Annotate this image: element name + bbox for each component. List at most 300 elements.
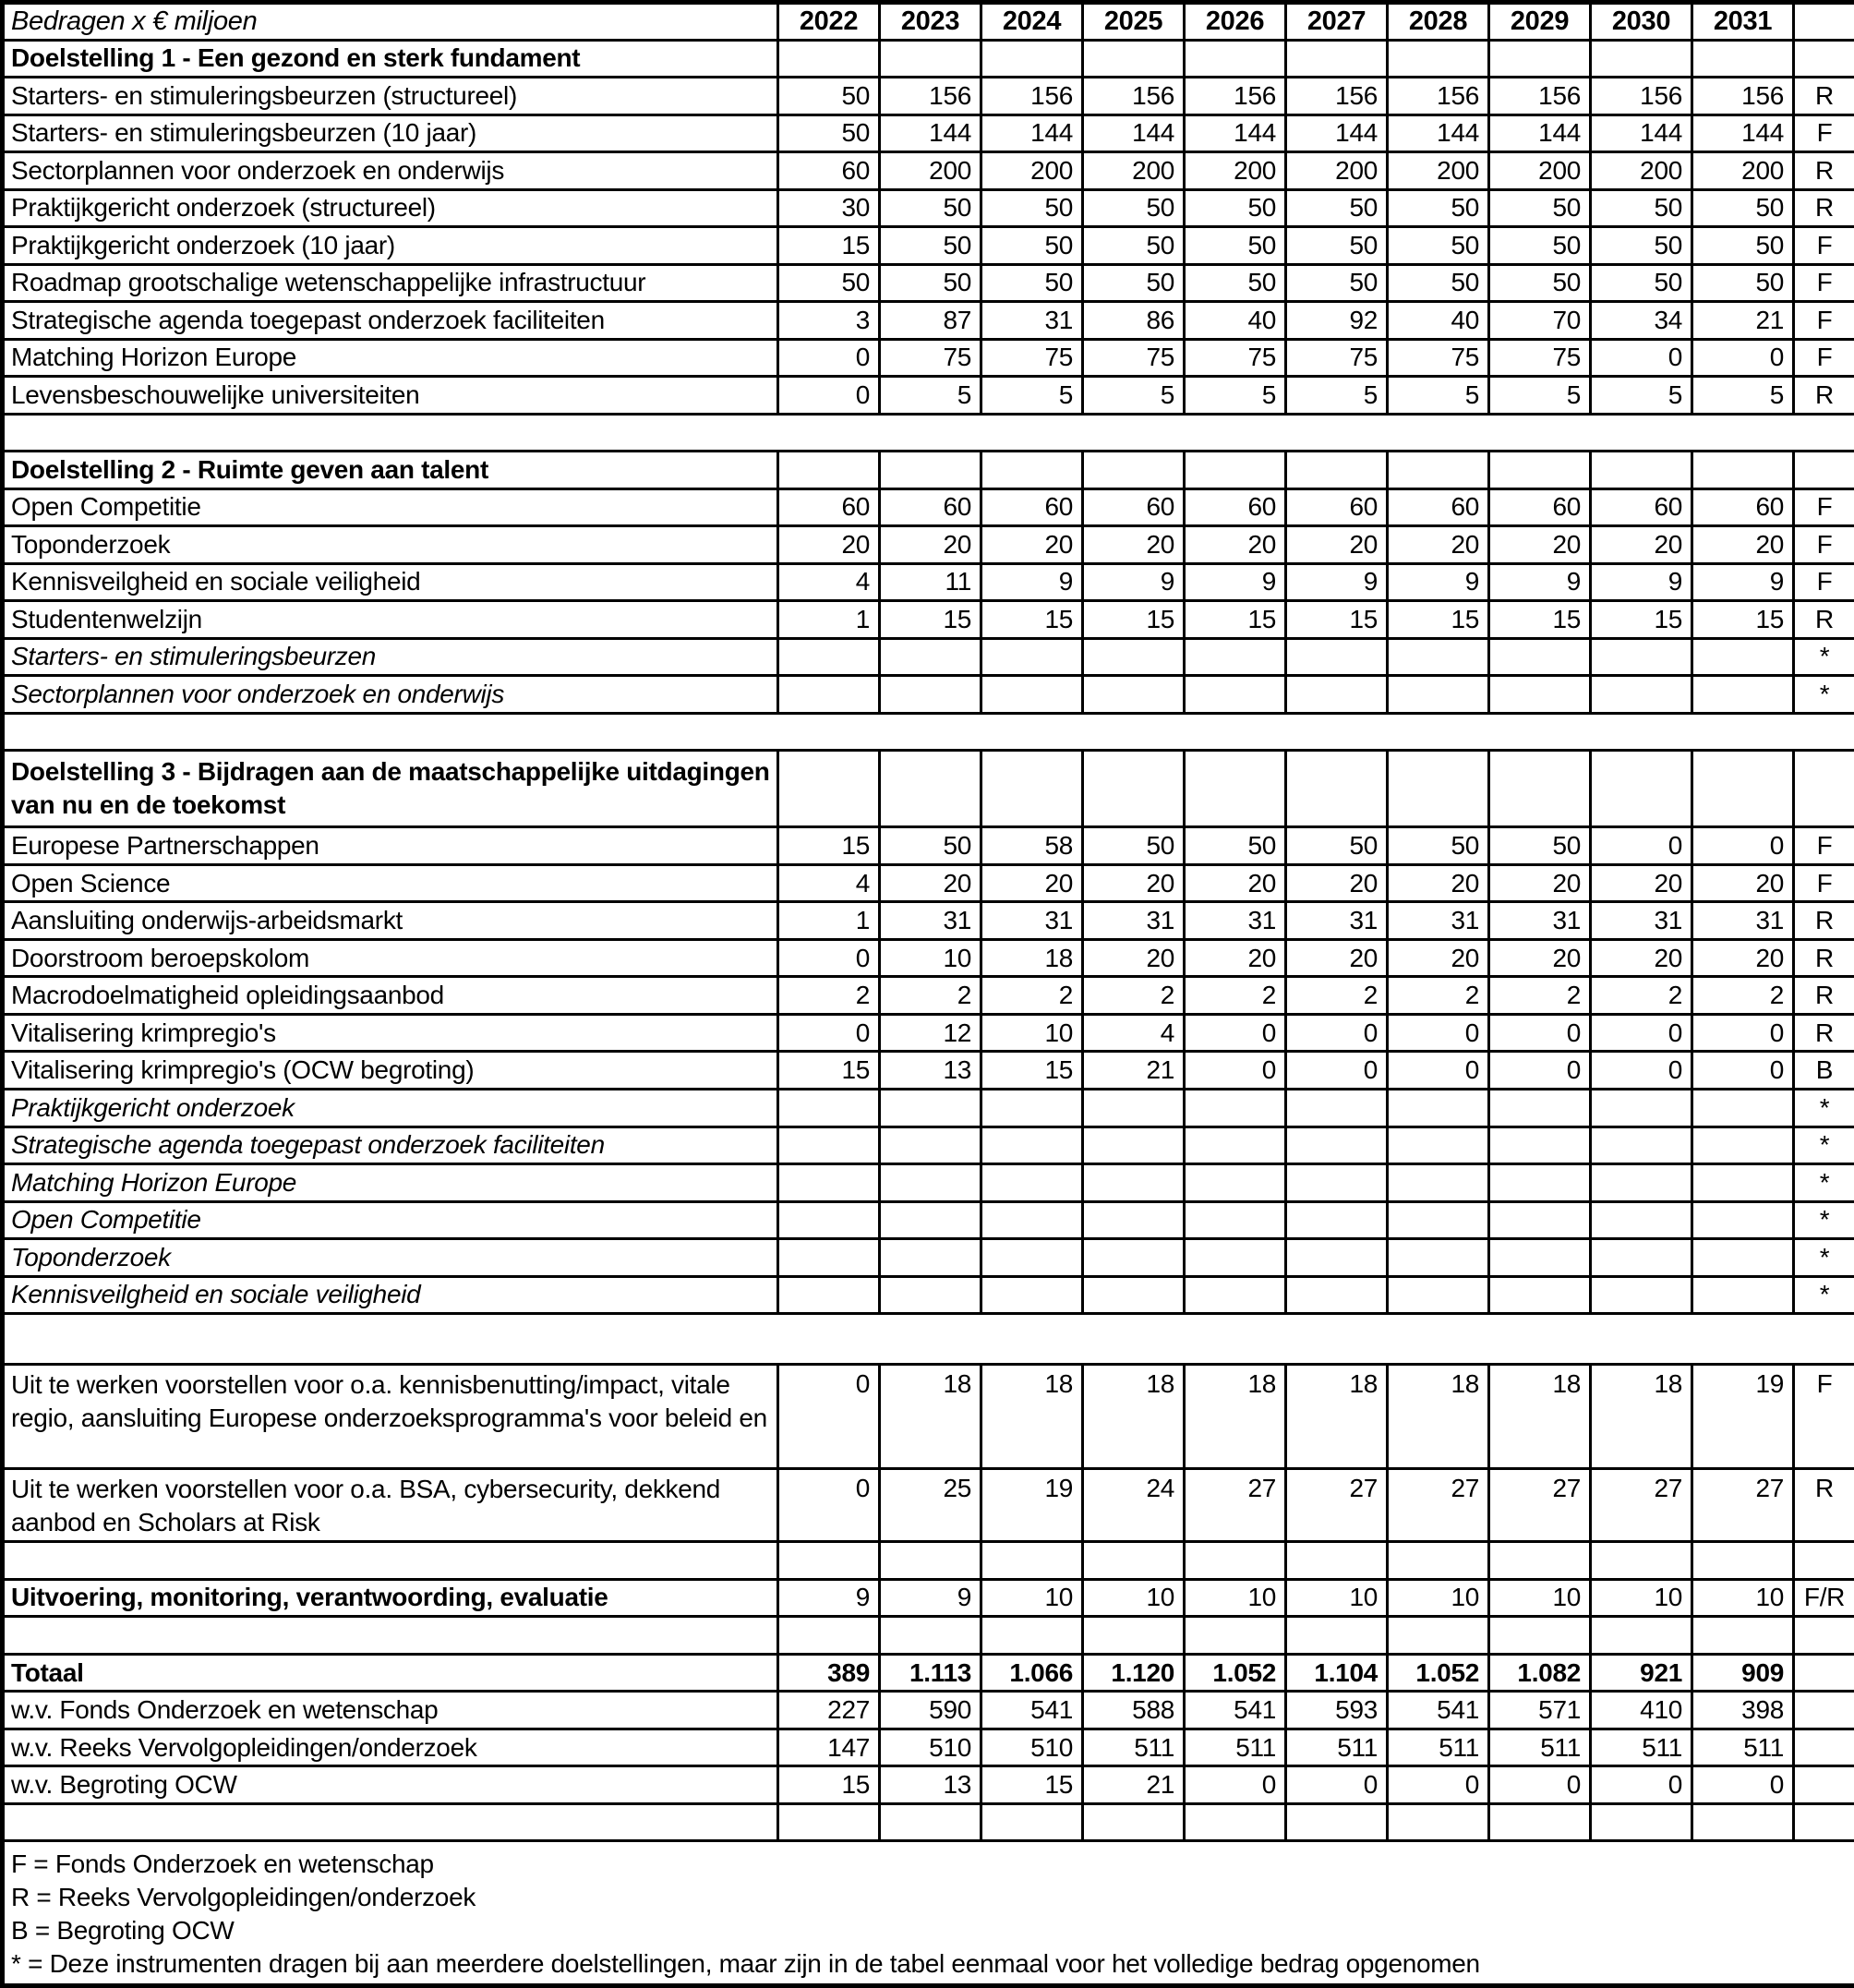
table-row bbox=[3, 227, 1854, 265]
value-cell: 60 bbox=[1591, 488, 1692, 526]
value-cell: 20 bbox=[981, 526, 1083, 564]
value-cell: 0 bbox=[1185, 1014, 1286, 1052]
source-code-cell: F bbox=[1794, 526, 1854, 564]
source-code-cell bbox=[1794, 40, 1854, 78]
spacer-row bbox=[3, 414, 1854, 452]
value-cell: 144 bbox=[1185, 114, 1286, 152]
value-cell: 15 bbox=[981, 1766, 1083, 1804]
value-cell: 31 bbox=[1388, 902, 1489, 940]
value-cell bbox=[1692, 751, 1794, 827]
spacer-cell bbox=[1794, 1617, 1854, 1655]
value-cell: 156 bbox=[1083, 78, 1185, 115]
value-cell: 50 bbox=[981, 227, 1083, 265]
value-cell: 20 bbox=[1489, 526, 1591, 564]
value-cell bbox=[1591, 40, 1692, 78]
value-cell: 12 bbox=[880, 1014, 981, 1052]
value-cell: 3 bbox=[778, 302, 880, 340]
value-cell: 9 bbox=[1286, 563, 1388, 601]
value-cell: 50 bbox=[1388, 264, 1489, 302]
source-code-cell: F/R bbox=[1794, 1579, 1854, 1617]
value-cell: 20 bbox=[1692, 864, 1794, 902]
source-code-cell: R bbox=[1794, 977, 1854, 1015]
value-cell: 144 bbox=[1388, 114, 1489, 152]
value-cell bbox=[1286, 1201, 1388, 1239]
table-row bbox=[3, 152, 1854, 190]
spacer-cell bbox=[981, 1803, 1083, 1841]
value-cell bbox=[1185, 638, 1286, 676]
value-cell bbox=[981, 40, 1083, 78]
table-row bbox=[3, 1090, 1854, 1127]
row-label: Matching Horizon Europe bbox=[3, 1164, 778, 1202]
value-cell bbox=[1185, 1090, 1286, 1127]
value-cell: 15 bbox=[778, 1052, 880, 1090]
value-cell: 31 bbox=[981, 902, 1083, 940]
value-cell: 511 bbox=[1185, 1729, 1286, 1766]
row-label: w.v. Fonds Onderzoek en wetenschap bbox=[3, 1692, 778, 1729]
value-cell bbox=[1388, 676, 1489, 714]
value-cell bbox=[1083, 638, 1185, 676]
spacer-cell bbox=[1489, 1803, 1591, 1841]
value-cell: 20 bbox=[1286, 939, 1388, 977]
value-cell: 31 bbox=[1591, 902, 1692, 940]
value-cell: 21 bbox=[1692, 302, 1794, 340]
value-cell: 9 bbox=[1591, 563, 1692, 601]
value-cell: 0 bbox=[778, 377, 880, 415]
value-cell: 27 bbox=[1185, 1469, 1286, 1542]
value-cell bbox=[1185, 676, 1286, 714]
value-cell: 9 bbox=[778, 1579, 880, 1617]
value-cell: 156 bbox=[1591, 78, 1692, 115]
value-cell: 144 bbox=[1083, 114, 1185, 152]
value-cell: 50 bbox=[880, 189, 981, 227]
spacer-cell bbox=[1388, 1617, 1489, 1655]
value-cell: 15 bbox=[778, 227, 880, 265]
source-code-cell: * bbox=[1794, 676, 1854, 714]
spacer-cell bbox=[981, 1617, 1083, 1655]
value-cell bbox=[1489, 452, 1591, 489]
value-cell: 156 bbox=[1286, 78, 1388, 115]
row-label: w.v. Begroting OCW bbox=[3, 1766, 778, 1804]
value-cell: 156 bbox=[981, 78, 1083, 115]
value-cell: 50 bbox=[778, 114, 880, 152]
value-cell bbox=[1489, 1239, 1591, 1277]
value-cell bbox=[1286, 638, 1388, 676]
value-cell bbox=[1692, 1090, 1794, 1127]
table-row bbox=[3, 1014, 1854, 1052]
value-cell bbox=[1286, 452, 1388, 489]
source-code-cell: F bbox=[1794, 827, 1854, 865]
value-cell: 60 bbox=[981, 488, 1083, 526]
spacer-cell bbox=[3, 713, 1854, 751]
value-cell: 200 bbox=[1083, 152, 1185, 190]
value-cell: 2 bbox=[981, 977, 1083, 1015]
value-cell: 9 bbox=[1083, 563, 1185, 601]
row-label: Sectorplannen voor onderzoek en onderwijs bbox=[3, 152, 778, 190]
value-cell: 20 bbox=[880, 864, 981, 902]
value-cell: 0 bbox=[1489, 1766, 1591, 1804]
value-cell: 18 bbox=[1286, 1364, 1388, 1468]
value-cell: 10 bbox=[1489, 1579, 1591, 1617]
value-cell bbox=[778, 1239, 880, 1277]
spacer-cell bbox=[1185, 1617, 1286, 1655]
row-label: Starters- en stimuleringsbeurzen bbox=[3, 638, 778, 676]
spacer-cell bbox=[1489, 1542, 1591, 1580]
value-cell: 75 bbox=[1388, 339, 1489, 377]
row-label: Strategische agenda toegepast onderzoek faciliteiten bbox=[3, 1127, 778, 1164]
value-cell: 156 bbox=[1185, 78, 1286, 115]
value-cell bbox=[1591, 1276, 1692, 1314]
value-cell: 50 bbox=[1489, 264, 1591, 302]
spacer-cell bbox=[880, 1542, 981, 1580]
value-cell bbox=[880, 676, 981, 714]
value-cell bbox=[880, 1201, 981, 1239]
value-cell: 21 bbox=[1083, 1766, 1185, 1804]
value-cell: 2 bbox=[1083, 977, 1185, 1015]
value-cell: 2 bbox=[1489, 977, 1591, 1015]
value-cell bbox=[1489, 638, 1591, 676]
row-label: Praktijkgericht onderzoek (structureel) bbox=[3, 189, 778, 227]
value-cell: 50 bbox=[1591, 227, 1692, 265]
value-cell bbox=[1083, 1127, 1185, 1164]
row-label: Kennisveilgheid en sociale veiligheid bbox=[3, 1276, 778, 1314]
value-cell: 50 bbox=[1692, 227, 1794, 265]
value-cell: 18 bbox=[1185, 1364, 1286, 1468]
footnote: * = Deze instrumenten dragen bij aan meerdere doelstellingen, maar zijn in de tabel eenmaal voor het volledige bedrag opgenomen bbox=[11, 1949, 1480, 1979]
value-cell bbox=[981, 1239, 1083, 1277]
value-cell: 144 bbox=[1489, 114, 1591, 152]
value-cell bbox=[981, 638, 1083, 676]
value-cell: 2 bbox=[1286, 977, 1388, 1015]
table-row bbox=[3, 939, 1854, 977]
value-cell: 18 bbox=[1591, 1364, 1692, 1468]
value-cell: 18 bbox=[1388, 1364, 1489, 1468]
value-cell: 20 bbox=[778, 526, 880, 564]
value-cell: 144 bbox=[1286, 114, 1388, 152]
value-cell bbox=[880, 1276, 981, 1314]
value-cell: 19 bbox=[981, 1469, 1083, 1542]
value-cell bbox=[1489, 751, 1591, 827]
value-cell: 0 bbox=[778, 339, 880, 377]
value-cell bbox=[778, 1164, 880, 1202]
value-cell: 2 bbox=[1388, 977, 1489, 1015]
value-cell: 0 bbox=[1286, 1052, 1388, 1090]
row-label: Open Competitie bbox=[3, 1201, 778, 1239]
value-cell: 27 bbox=[1692, 1469, 1794, 1542]
value-cell: 10 bbox=[1388, 1579, 1489, 1617]
value-cell bbox=[880, 40, 981, 78]
value-cell: 4 bbox=[1083, 1014, 1185, 1052]
value-cell: 5 bbox=[880, 377, 981, 415]
value-cell bbox=[1591, 1201, 1692, 1239]
section-header-row bbox=[3, 751, 1854, 827]
value-cell bbox=[880, 751, 981, 827]
value-cell: 15 bbox=[1083, 601, 1185, 639]
table-row bbox=[3, 264, 1854, 302]
value-cell bbox=[880, 1127, 981, 1164]
value-cell: 20 bbox=[1591, 939, 1692, 977]
value-cell: 0 bbox=[1388, 1014, 1489, 1052]
value-cell: 75 bbox=[1083, 339, 1185, 377]
table-row bbox=[3, 1364, 1854, 1468]
value-cell: 0 bbox=[778, 1469, 880, 1542]
footnote: R = Reeks Vervolgopleidingen/onderzoek bbox=[11, 1883, 476, 1912]
value-cell bbox=[1185, 1164, 1286, 1202]
value-cell bbox=[778, 1090, 880, 1127]
source-code-cell: F bbox=[1794, 488, 1854, 526]
value-cell: 410 bbox=[1591, 1692, 1692, 1729]
value-cell bbox=[1286, 1164, 1388, 1202]
value-cell: 75 bbox=[1489, 339, 1591, 377]
source-code-cell: R bbox=[1794, 1469, 1854, 1542]
table-row bbox=[3, 1127, 1854, 1164]
row-label: w.v. Reeks Vervolgopleidingen/onderzoek bbox=[3, 1729, 778, 1766]
spacer-cell bbox=[1591, 1803, 1692, 1841]
value-cell: 30 bbox=[778, 189, 880, 227]
value-cell: 20 bbox=[1083, 939, 1185, 977]
table-row bbox=[3, 189, 1854, 227]
value-cell: 31 bbox=[1489, 902, 1591, 940]
row-label: Starters- en stimuleringsbeurzen (structureel) bbox=[3, 78, 778, 115]
value-cell: 541 bbox=[981, 1692, 1083, 1729]
source-code-cell: F bbox=[1794, 339, 1854, 377]
value-cell bbox=[1692, 452, 1794, 489]
value-cell: 9 bbox=[1185, 563, 1286, 601]
table-row bbox=[3, 1276, 1854, 1314]
value-cell bbox=[981, 1127, 1083, 1164]
value-cell: 50 bbox=[1286, 827, 1388, 865]
source-code-cell: * bbox=[1794, 1127, 1854, 1164]
value-cell: 0 bbox=[1692, 339, 1794, 377]
source-code-cell bbox=[1794, 1766, 1854, 1804]
source-code-cell: F bbox=[1794, 864, 1854, 902]
row-label: Vitalisering krimpregio's bbox=[3, 1014, 778, 1052]
value-cell: 0 bbox=[778, 1014, 880, 1052]
value-cell bbox=[778, 40, 880, 78]
value-cell bbox=[1388, 638, 1489, 676]
value-cell: 20 bbox=[981, 864, 1083, 902]
value-cell bbox=[1489, 1164, 1591, 1202]
value-cell: 200 bbox=[880, 152, 981, 190]
source-code-cell: R bbox=[1794, 78, 1854, 115]
source-code-cell: F bbox=[1794, 264, 1854, 302]
value-cell: 50 bbox=[1692, 264, 1794, 302]
value-cell bbox=[1286, 676, 1388, 714]
value-cell: 9 bbox=[981, 563, 1083, 601]
spacer-row bbox=[3, 713, 1854, 751]
spacer-cell bbox=[1185, 1803, 1286, 1841]
value-cell bbox=[1388, 1201, 1489, 1239]
value-cell: 10 bbox=[1185, 1579, 1286, 1617]
row-label: Sectorplannen voor onderzoek en onderwijs bbox=[3, 676, 778, 714]
row-label: Kennisveilgheid en sociale veiligheid bbox=[3, 563, 778, 601]
value-cell: 50 bbox=[1185, 189, 1286, 227]
value-cell: 31 bbox=[1286, 902, 1388, 940]
value-cell bbox=[1692, 1127, 1794, 1164]
value-cell: 31 bbox=[880, 902, 981, 940]
table-row bbox=[3, 1766, 1854, 1804]
value-cell bbox=[778, 1201, 880, 1239]
value-cell: 5 bbox=[1388, 377, 1489, 415]
value-cell: 511 bbox=[1388, 1729, 1489, 1766]
value-cell bbox=[1185, 1127, 1286, 1164]
value-cell: 1 bbox=[778, 902, 880, 940]
value-cell: 50 bbox=[778, 78, 880, 115]
value-cell bbox=[1083, 1090, 1185, 1127]
value-cell: 60 bbox=[778, 488, 880, 526]
table-row bbox=[3, 1654, 1854, 1692]
value-cell bbox=[1083, 1239, 1185, 1277]
table-row bbox=[3, 78, 1854, 115]
value-cell bbox=[1388, 40, 1489, 78]
spacer-cell bbox=[1692, 1617, 1794, 1655]
spacer-cell bbox=[3, 1803, 778, 1841]
footnotes-cell bbox=[3, 1841, 1854, 1986]
value-cell bbox=[981, 1090, 1083, 1127]
value-cell: 20 bbox=[1489, 939, 1591, 977]
value-cell: 20 bbox=[1489, 864, 1591, 902]
value-cell: 156 bbox=[1692, 78, 1794, 115]
spacer-row bbox=[3, 1314, 1854, 1365]
row-label: Praktijkgericht onderzoek bbox=[3, 1090, 778, 1127]
spacer-cell bbox=[1489, 1617, 1591, 1655]
source-code-cell: F bbox=[1794, 1364, 1854, 1468]
value-cell: 31 bbox=[1083, 902, 1185, 940]
value-cell: 18 bbox=[981, 939, 1083, 977]
row-label: Doelstelling 3 - Bijdragen aan de maatschappelijke uitdagingen van nu en de toekomst bbox=[3, 751, 778, 827]
value-cell: 50 bbox=[880, 264, 981, 302]
row-label: Toponderzoek bbox=[3, 526, 778, 564]
value-cell: 50 bbox=[1388, 189, 1489, 227]
value-cell: 15 bbox=[778, 1766, 880, 1804]
value-cell: 2 bbox=[1692, 977, 1794, 1015]
value-cell: 590 bbox=[880, 1692, 981, 1729]
value-cell: 200 bbox=[1692, 152, 1794, 190]
value-cell: 144 bbox=[1692, 114, 1794, 152]
value-cell: 18 bbox=[1489, 1364, 1591, 1468]
row-label: Levensbeschouwelijke universiteiten bbox=[3, 377, 778, 415]
value-cell: 4 bbox=[778, 864, 880, 902]
source-code-cell bbox=[1794, 751, 1854, 827]
row-label: Roadmap grootschalige wetenschappelijke infrastructuur bbox=[3, 264, 778, 302]
value-cell: 50 bbox=[1185, 227, 1286, 265]
source-code-cell bbox=[1794, 1654, 1854, 1692]
value-cell: 18 bbox=[880, 1364, 981, 1468]
value-cell bbox=[1388, 1239, 1489, 1277]
value-cell: 588 bbox=[1083, 1692, 1185, 1729]
year-header: 2028 bbox=[1388, 3, 1489, 41]
value-cell: 60 bbox=[1489, 488, 1591, 526]
value-cell: 144 bbox=[981, 114, 1083, 152]
value-cell: 0 bbox=[778, 1364, 880, 1468]
value-cell bbox=[778, 638, 880, 676]
value-cell: 147 bbox=[778, 1729, 880, 1766]
value-cell bbox=[1083, 676, 1185, 714]
value-cell: 50 bbox=[981, 264, 1083, 302]
value-cell: 156 bbox=[1388, 78, 1489, 115]
value-cell: 13 bbox=[880, 1052, 981, 1090]
table-row bbox=[3, 1729, 1854, 1766]
spacer-cell bbox=[1591, 1617, 1692, 1655]
value-cell: 510 bbox=[981, 1729, 1083, 1766]
value-cell: 50 bbox=[1185, 264, 1286, 302]
spacer-cell bbox=[778, 1803, 880, 1841]
table-row bbox=[3, 488, 1854, 526]
source-code-cell: R bbox=[1794, 902, 1854, 940]
value-cell bbox=[1591, 1127, 1692, 1164]
table-row bbox=[3, 638, 1854, 676]
value-cell bbox=[1286, 1090, 1388, 1127]
value-cell bbox=[1591, 676, 1692, 714]
value-cell: 15 bbox=[1489, 601, 1591, 639]
spacer-cell bbox=[1083, 1542, 1185, 1580]
value-cell: 50 bbox=[1286, 264, 1388, 302]
spacer-cell bbox=[1388, 1542, 1489, 1580]
spacer-cell bbox=[1286, 1542, 1388, 1580]
year-header: 2030 bbox=[1591, 3, 1692, 41]
value-cell: 15 bbox=[1185, 601, 1286, 639]
value-cell: 20 bbox=[1388, 939, 1489, 977]
value-cell: 40 bbox=[1388, 302, 1489, 340]
value-cell: 15 bbox=[981, 1052, 1083, 1090]
value-cell: 15 bbox=[1388, 601, 1489, 639]
value-cell: 21 bbox=[1083, 1052, 1185, 1090]
value-cell bbox=[1083, 751, 1185, 827]
value-cell bbox=[1591, 1239, 1692, 1277]
value-cell: 50 bbox=[880, 827, 981, 865]
value-cell: 909 bbox=[1692, 1654, 1794, 1692]
year-header: 2023 bbox=[880, 3, 981, 41]
value-cell: 511 bbox=[1489, 1729, 1591, 1766]
spacer-cell bbox=[778, 1617, 880, 1655]
value-cell bbox=[981, 1276, 1083, 1314]
spacer-cell bbox=[1286, 1803, 1388, 1841]
value-cell: 0 bbox=[1388, 1052, 1489, 1090]
value-cell: 60 bbox=[1083, 488, 1185, 526]
source-code-cell bbox=[1794, 1729, 1854, 1766]
value-cell: 0 bbox=[1489, 1014, 1591, 1052]
value-cell: 227 bbox=[778, 1692, 880, 1729]
value-cell: 9 bbox=[880, 1579, 981, 1617]
value-cell bbox=[1692, 676, 1794, 714]
value-cell: 1.082 bbox=[1489, 1654, 1591, 1692]
section-header-row bbox=[3, 40, 1854, 78]
value-cell bbox=[778, 1127, 880, 1164]
value-cell bbox=[1388, 1127, 1489, 1164]
year-header: 2026 bbox=[1185, 3, 1286, 41]
row-label: Doorstroom beroepskolom bbox=[3, 939, 778, 977]
spacer-cell bbox=[1185, 1542, 1286, 1580]
value-cell bbox=[1591, 1090, 1692, 1127]
value-cell: 10 bbox=[981, 1014, 1083, 1052]
value-cell: 200 bbox=[1489, 152, 1591, 190]
source-code-cell: R bbox=[1794, 601, 1854, 639]
value-cell bbox=[880, 1239, 981, 1277]
value-cell bbox=[880, 638, 981, 676]
value-cell bbox=[981, 1164, 1083, 1202]
value-cell bbox=[880, 1090, 981, 1127]
value-cell: 20 bbox=[1692, 939, 1794, 977]
value-cell: 11 bbox=[880, 563, 981, 601]
row-label: Praktijkgericht onderzoek (10 jaar) bbox=[3, 227, 778, 265]
spacer-cell bbox=[3, 1542, 778, 1580]
value-cell: 25 bbox=[880, 1469, 981, 1542]
row-label: Doelstelling 2 - Ruimte geven aan talent bbox=[3, 452, 778, 489]
value-cell bbox=[1286, 751, 1388, 827]
spacer-cell bbox=[1794, 1803, 1854, 1841]
value-cell: 15 bbox=[778, 827, 880, 865]
value-cell bbox=[1388, 751, 1489, 827]
year-header: 2025 bbox=[1083, 3, 1185, 41]
